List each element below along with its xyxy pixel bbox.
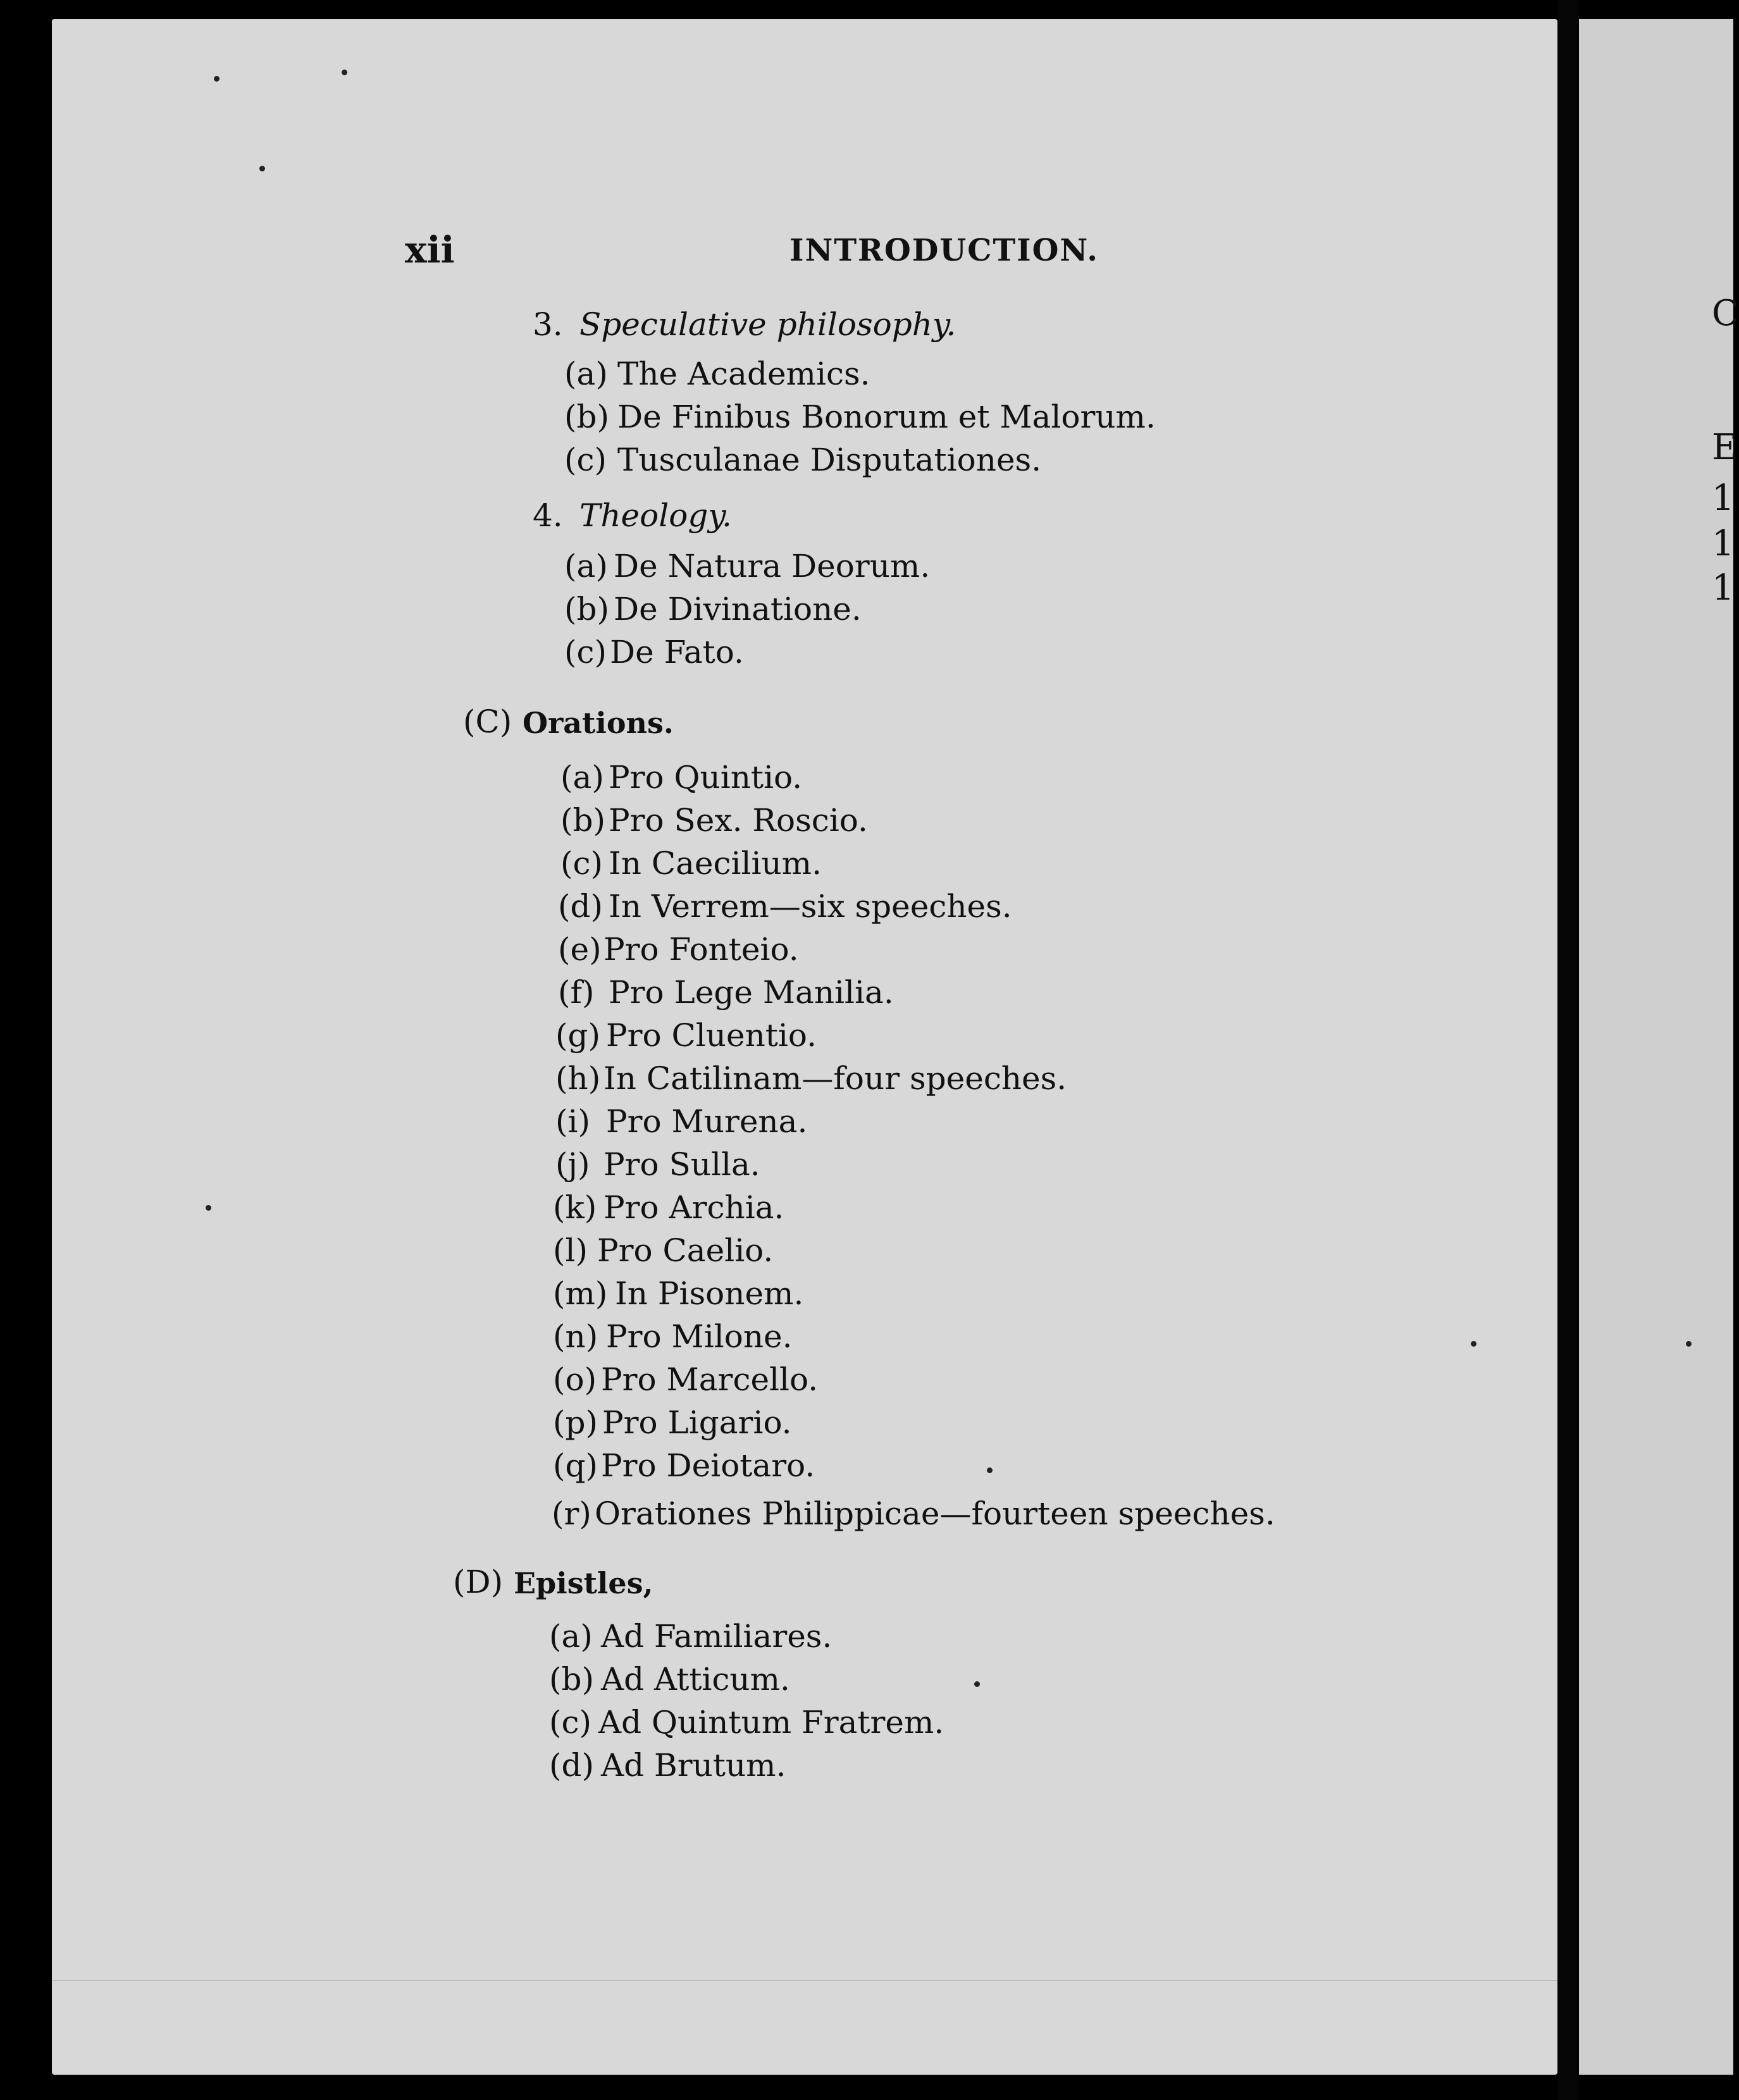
list-item: Orationes Philippicae—fourteen speeches. bbox=[595, 1495, 1275, 1532]
list-item-letter: (g) bbox=[555, 1017, 601, 1054]
list-item: The Academics. bbox=[617, 355, 870, 392]
list-item: Pro Murena. bbox=[606, 1103, 808, 1140]
list-item: In Verrem—six speeches. bbox=[609, 888, 1012, 925]
dust-speck bbox=[259, 166, 265, 171]
list-item: De Fato. bbox=[610, 634, 744, 670]
list-item: Pro Marcello. bbox=[601, 1361, 819, 1398]
list-item: Ad Familiares. bbox=[601, 1618, 832, 1655]
book-gutter bbox=[1557, 0, 1579, 2100]
list-item-letter: (l) bbox=[553, 1232, 588, 1269]
dust-speck bbox=[1471, 1341, 1476, 1347]
section-number: 3. bbox=[533, 306, 563, 343]
list-item: Pro Archia. bbox=[603, 1189, 784, 1226]
right-page-fragment: E bbox=[1712, 427, 1738, 468]
list-item: Pro Milone. bbox=[606, 1318, 793, 1355]
list-item-letter: (p) bbox=[553, 1404, 598, 1441]
list-item: De Finibus Bonorum et Malorum. bbox=[617, 398, 1156, 435]
list-item: Pro Cluentio. bbox=[606, 1017, 817, 1054]
list-item-letter: (d) bbox=[558, 888, 603, 925]
list-item-letter: (a) bbox=[549, 1618, 593, 1655]
list-item-letter: (b) bbox=[549, 1661, 595, 1698]
section-label: (D) bbox=[453, 1564, 504, 1600]
list-item: Ad Quintum Fratrem. bbox=[598, 1704, 944, 1741]
list-item-letter: (m) bbox=[553, 1275, 608, 1312]
list-item-letter: (b) bbox=[564, 398, 610, 435]
list-item-letter: (a) bbox=[560, 759, 604, 796]
list-item: Pro Fonteio. bbox=[603, 931, 799, 968]
section-label: (C) bbox=[463, 703, 512, 740]
right-page bbox=[1579, 19, 1733, 2075]
list-item: Pro Deiotaro. bbox=[601, 1447, 815, 1484]
dust-speck bbox=[342, 70, 347, 75]
list-item: In Catilinam—four speeches. bbox=[603, 1060, 1067, 1097]
list-item-letter: (c) bbox=[560, 845, 603, 882]
list-item-letter: (h) bbox=[555, 1060, 601, 1097]
list-item: Pro Sulla. bbox=[603, 1146, 760, 1183]
list-item-letter: (e) bbox=[558, 931, 602, 968]
list-item-letter: (c) bbox=[564, 634, 607, 670]
list-item-letter: (d) bbox=[549, 1747, 595, 1784]
section-title: Epistles, bbox=[514, 1566, 653, 1600]
list-item-letter: (q) bbox=[553, 1447, 598, 1484]
dust-speck bbox=[206, 1205, 211, 1211]
list-item-letter: (k) bbox=[553, 1189, 597, 1226]
page-fold-line bbox=[52, 1980, 1557, 1981]
section-title: Speculative philosophy. bbox=[579, 306, 956, 343]
list-item-letter: (n) bbox=[553, 1318, 598, 1355]
list-item-letter: (a) bbox=[564, 355, 608, 392]
list-item: Tusculanae Disputationes. bbox=[617, 442, 1042, 478]
list-item-letter: (a) bbox=[564, 548, 608, 584]
right-page-fragment: 1 bbox=[1712, 523, 1735, 564]
right-page-fragment: C bbox=[1712, 293, 1739, 334]
list-item: Pro Caelio. bbox=[597, 1232, 774, 1269]
list-item-letter: (f) bbox=[558, 974, 595, 1011]
list-item: De Divinatione. bbox=[614, 591, 862, 627]
list-item-letter: (b) bbox=[560, 802, 606, 839]
list-item-letter: (r) bbox=[552, 1495, 591, 1532]
section-title: Orations. bbox=[523, 706, 674, 740]
list-item: Ad Brutum. bbox=[601, 1747, 786, 1784]
dust-speck bbox=[214, 76, 220, 82]
list-item: In Pisonem. bbox=[615, 1275, 804, 1312]
list-item-letter: (o) bbox=[553, 1361, 597, 1398]
section-title: Theology. bbox=[579, 497, 732, 534]
dust-speck bbox=[987, 1467, 993, 1473]
list-item-letter: (c) bbox=[564, 442, 607, 478]
dust-speck bbox=[1686, 1341, 1692, 1347]
list-item-letter: (j) bbox=[555, 1146, 590, 1183]
list-item-letter: (b) bbox=[564, 591, 610, 627]
section-number: 4. bbox=[533, 497, 563, 534]
running-title: INTRODUCTION. bbox=[789, 233, 1099, 268]
right-page-fragment: 1 bbox=[1712, 567, 1735, 608]
page-folio: xii bbox=[405, 228, 455, 271]
list-item: Ad Atticum. bbox=[601, 1661, 790, 1698]
list-item: In Caecilium. bbox=[609, 845, 822, 882]
list-item: Pro Quintio. bbox=[609, 759, 803, 796]
list-item: Pro Lege Manilia. bbox=[609, 974, 894, 1011]
right-page-fragment: 1 bbox=[1712, 478, 1735, 519]
dust-speck bbox=[974, 1681, 980, 1687]
list-item: Pro Sex. Roscio. bbox=[609, 802, 868, 839]
list-item: De Natura Deorum. bbox=[614, 548, 931, 584]
list-item: Pro Ligario. bbox=[602, 1404, 792, 1441]
list-item-letter: (c) bbox=[549, 1704, 592, 1741]
list-item-letter: (i) bbox=[555, 1103, 591, 1140]
